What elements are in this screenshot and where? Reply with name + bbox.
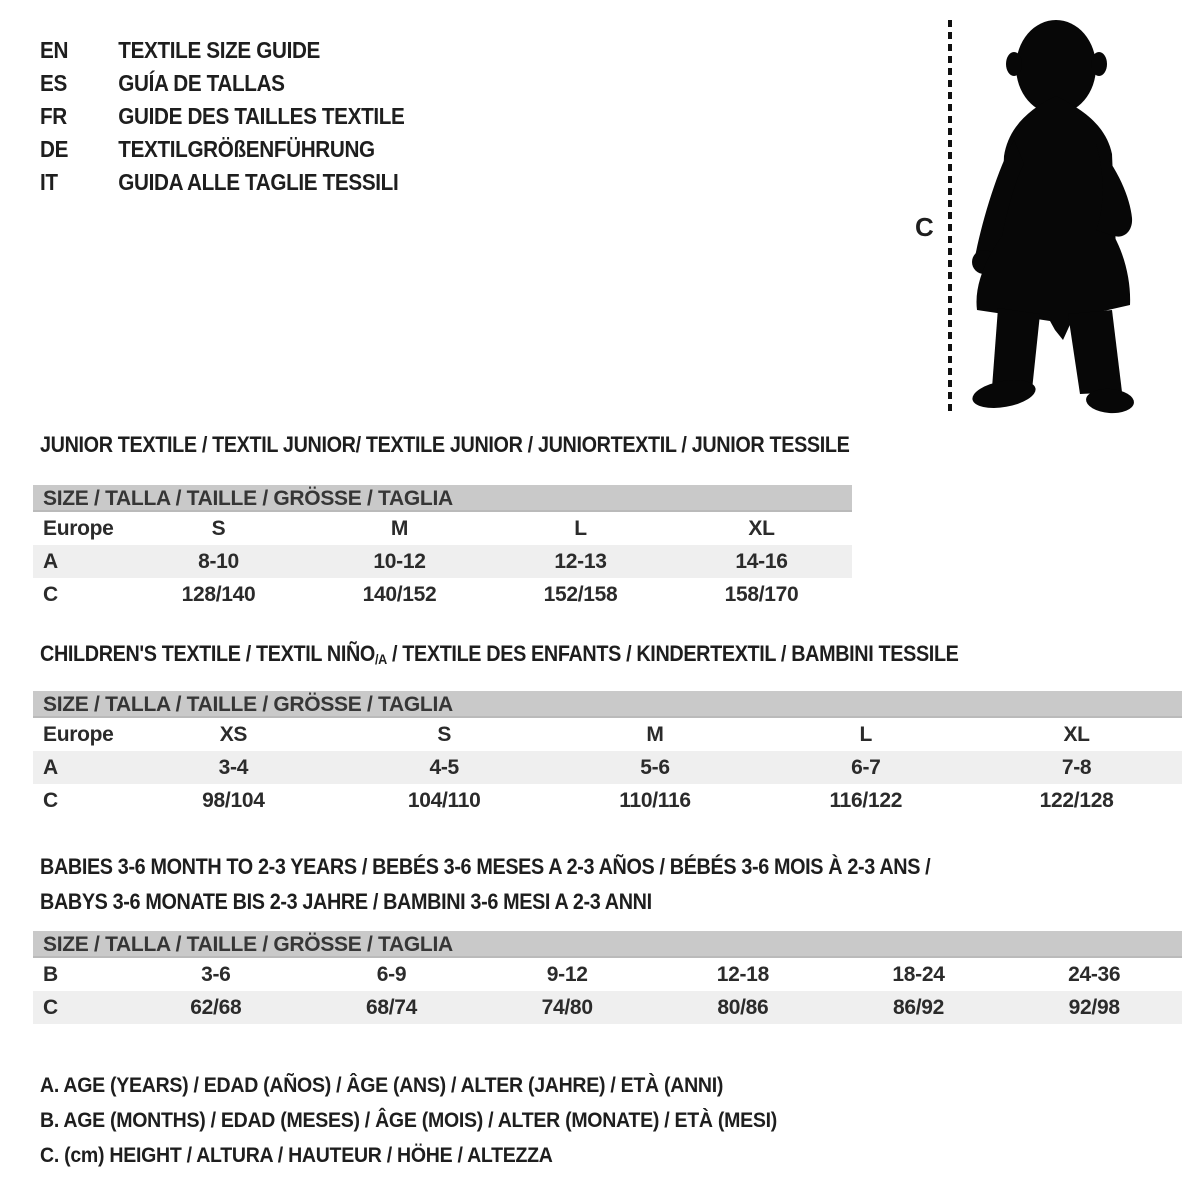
babies-title-line1: BABIES 3-6 MONTH TO 2-3 YEARS / BEBÉS 3-6 MESES A 2-3 AÑOS / BÉBÉS 3-6 MOIS À 2-3 ANS / (40, 854, 931, 879)
height-value: 80/86 (717, 995, 769, 1019)
table-row-months (33, 958, 1182, 991)
lang-title: TEXTILGRÖßENFÜHRUNG (118, 136, 375, 162)
height-value: 92/98 (1068, 995, 1120, 1019)
row-label: Europe (43, 516, 114, 540)
legend-line-b: B. AGE (MONTHS) / EDAD (MESES) / ÂGE (MOIS) / ALTER (MONATE) / ETÀ (MESI) (40, 1109, 777, 1132)
age-value: 14-16 (735, 549, 788, 573)
size-value: S (437, 722, 452, 746)
row-label: B (43, 962, 58, 986)
row-label: A (43, 755, 58, 779)
babies-table-title (40, 849, 930, 919)
language-title-list (40, 34, 445, 199)
measurement-legend (40, 1068, 777, 1173)
lang-row-it (40, 166, 405, 199)
months-value: 24-36 (1068, 962, 1121, 986)
age-value: 12-13 (554, 549, 607, 573)
babies-size-table (33, 931, 1182, 1024)
size-value: XL (748, 516, 775, 540)
toddler-silhouette-icon (960, 18, 1140, 420)
height-value: 158/170 (724, 582, 799, 606)
age-value: 6-7 (851, 755, 881, 779)
age-value: 3-4 (218, 755, 249, 779)
lang-title: GUIDE DES TAILLES TEXTILE (118, 103, 405, 129)
height-value: 68/74 (365, 995, 418, 1019)
legend-line-c: C. (cm) HEIGHT / ALTURA / HAUTEUR / HÖHE / ALTEZZA (40, 1144, 553, 1167)
height-value: 62/68 (190, 995, 242, 1019)
row-label: C (43, 788, 58, 812)
size-value: M (646, 722, 664, 746)
height-value: 152/158 (543, 582, 618, 606)
junior-table-title: JUNIOR TEXTILE / TEXTIL JUNIOR/ TEXTILE JUNIOR / JUNIORTEXTIL / JUNIOR TESSILE (40, 432, 850, 457)
size-header-bar: SIZE / TALLA / TAILLE / GRÖSSE / TAGLIA (33, 485, 852, 512)
lang-code: FR (40, 103, 67, 129)
height-value: 110/116 (619, 788, 691, 812)
height-value: 86/92 (892, 995, 945, 1019)
children-title-post: / TEXTILE DES ENFANTS / KINDERTEXTIL / BAMBINI TESSILE (386, 641, 959, 666)
height-value: 128/140 (181, 582, 256, 606)
size-value: M (390, 516, 409, 540)
row-label: A (43, 549, 58, 573)
height-measure-dashed-line (948, 20, 952, 416)
row-label: C (43, 995, 58, 1019)
size-value: S (211, 516, 226, 540)
size-value: XL (1063, 722, 1090, 746)
height-measure-label: C (915, 212, 934, 242)
lang-code: ES (40, 70, 67, 96)
lang-code: DE (40, 136, 69, 162)
months-value: 12-18 (716, 962, 769, 986)
size-value: L (574, 516, 587, 540)
lang-title: GUIDA ALLE TAGLIE TESSILI (118, 169, 399, 195)
age-value: 4-5 (429, 755, 459, 779)
table-row-europe (33, 512, 852, 545)
row-label: C (43, 582, 58, 606)
height-value: 116/122 (829, 788, 903, 812)
age-value: 7-8 (1061, 755, 1092, 779)
lang-code: IT (40, 169, 58, 195)
children-title-pre: CHILDREN'S TEXTILE / TEXTIL NIÑO (40, 641, 375, 666)
height-value: 74/80 (541, 995, 593, 1019)
size-value: L (859, 722, 873, 746)
lang-row-de (40, 133, 405, 166)
table-row-height (33, 784, 1182, 817)
row-label: Europe (43, 722, 114, 746)
age-value: 10-12 (373, 549, 426, 573)
junior-size-table (33, 485, 852, 611)
table-row-age (33, 751, 1182, 784)
age-value: 8-10 (198, 549, 239, 573)
size-header-bar: SIZE / TALLA / TAILLE / GRÖSSE / TAGLIA (33, 691, 1182, 718)
lang-row-fr (40, 100, 405, 133)
size-value: XS (219, 722, 248, 746)
height-value: 98/104 (202, 788, 265, 812)
size-header-bar: SIZE / TALLA / TAILLE / GRÖSSE / TAGLIA (33, 931, 1182, 958)
months-value: 6-9 (376, 962, 407, 986)
table-row-age (33, 545, 852, 578)
table-row-europe (33, 718, 1182, 751)
children-title-sub: /A (374, 651, 387, 667)
height-value: 104/110 (407, 788, 481, 812)
children-table-title (40, 641, 959, 667)
lang-title: TEXTILE SIZE GUIDE (118, 37, 320, 63)
months-value: 18-24 (892, 962, 945, 986)
height-value: 122/128 (1039, 788, 1114, 812)
lang-row-en (40, 34, 405, 67)
table-row-height (33, 991, 1182, 1024)
legend-line-a: A. AGE (YEARS) / EDAD (AÑOS) / ÂGE (ANS) / ALTER (JAHRE) / ETÀ (ANNI) (40, 1074, 724, 1097)
lang-title: GUÍA DE TALLAS (118, 70, 285, 96)
babies-title-line2: BABYS 3-6 MONATE BIS 2-3 JAHRE / BAMBINI 3-6 MESI A 2-3 ANNI (40, 889, 652, 914)
height-value: 140/152 (362, 582, 437, 606)
months-value: 9-12 (546, 962, 588, 986)
months-value: 3-6 (201, 962, 231, 986)
age-value: 5-6 (640, 755, 670, 779)
table-row-height (33, 578, 852, 611)
children-size-table (33, 691, 1182, 817)
lang-row-es (40, 67, 405, 100)
lang-code: EN (40, 37, 69, 63)
